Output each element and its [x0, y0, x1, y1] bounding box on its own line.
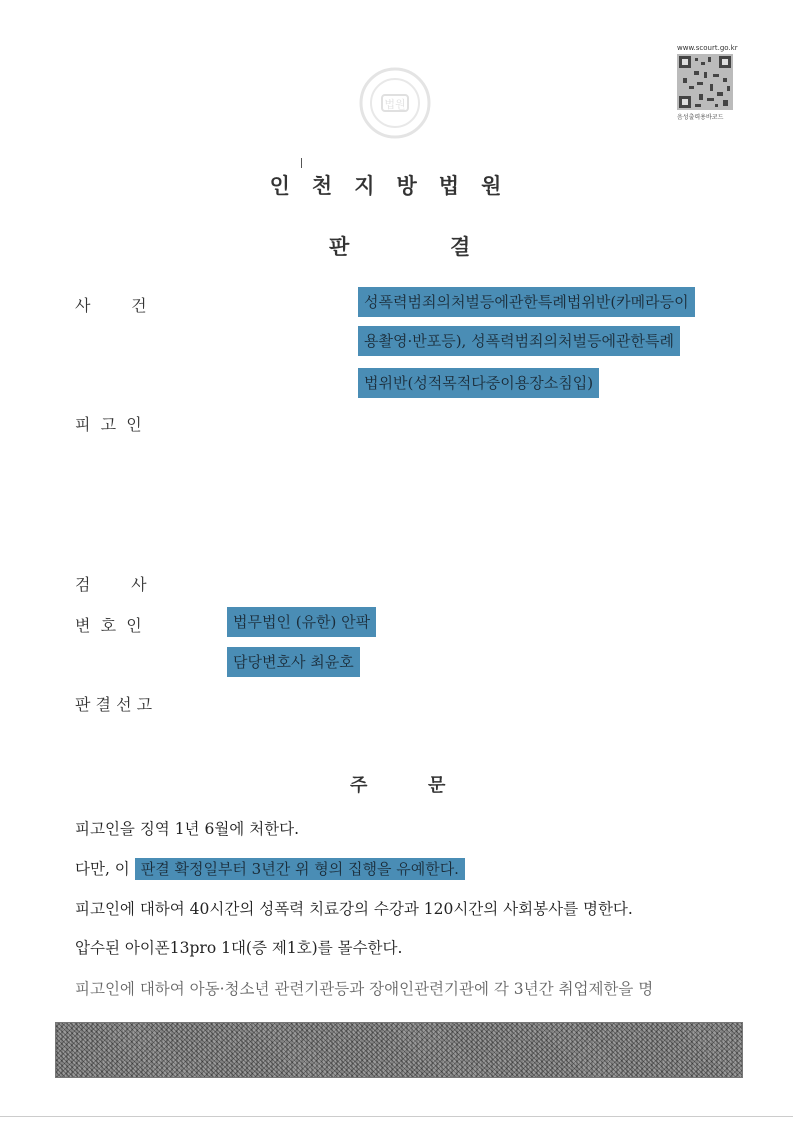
order-line-1: 피고인을 징역 1년 6월에 처한다.	[75, 820, 300, 838]
sentencing-label: 판 결 선 고	[75, 695, 153, 714]
page-bottom-edge	[0, 1116, 793, 1117]
order-line-4: 압수된 아이폰13pro 1대(증 제1호)를 몰수한다.	[75, 939, 403, 957]
order-line-2	[75, 856, 465, 882]
order-line-3: 피고인에 대하여 40시간의 성폭력 치료강의 수강과 120시간의 사회봉사를 명한다.	[75, 900, 633, 918]
order-heading-char-1: 주	[350, 775, 368, 796]
case-line-3: 법위반(성적목적다중이용장소침입)	[358, 368, 599, 398]
court-name: 인천지방법원	[269, 174, 524, 198]
defendant-label: 피 고 인	[75, 415, 142, 434]
doc-type-char-1: 판	[329, 235, 350, 259]
redacted-block	[55, 1022, 743, 1078]
counsel-line-1: 법무법인 (유한) 안팍	[227, 607, 376, 637]
counsel-label: 변 호 인	[75, 616, 142, 635]
court-url: www.scourt.go.kr	[677, 44, 738, 52]
order-line-5: 피고인에 대하여 아동·청소년 관련기관등과 장애인관련기관에 각 3년간 취업제한을 명	[75, 980, 654, 998]
doc-type-char-2: 결	[450, 235, 471, 259]
prosecutor-label: 검 사	[75, 575, 147, 594]
cursor-mark	[301, 158, 302, 168]
counsel-line-2: 담당변호사 최윤호	[227, 647, 360, 677]
case-line-2: 용촬영·반포등), 성폭력범죄의처벌등에관한특례	[358, 326, 680, 356]
qr-code-icon	[677, 54, 733, 110]
barcode-caption: 음성출력용바코드	[677, 114, 724, 121]
order-line-2-highlight: 판결 확정일부터 3년간 위 형의 집행을 유예한다.	[135, 858, 465, 880]
svg-text:법원: 법원	[384, 98, 406, 111]
court-seal-logo	[357, 65, 433, 141]
order-line-2-prefix: 다만, 이	[75, 860, 130, 878]
case-label: 사 건	[75, 296, 147, 315]
case-line-1: 성폭력범죄의처벌등에관한특례법위반(카메라등이	[358, 287, 695, 317]
order-heading-char-2: 문	[428, 775, 446, 796]
